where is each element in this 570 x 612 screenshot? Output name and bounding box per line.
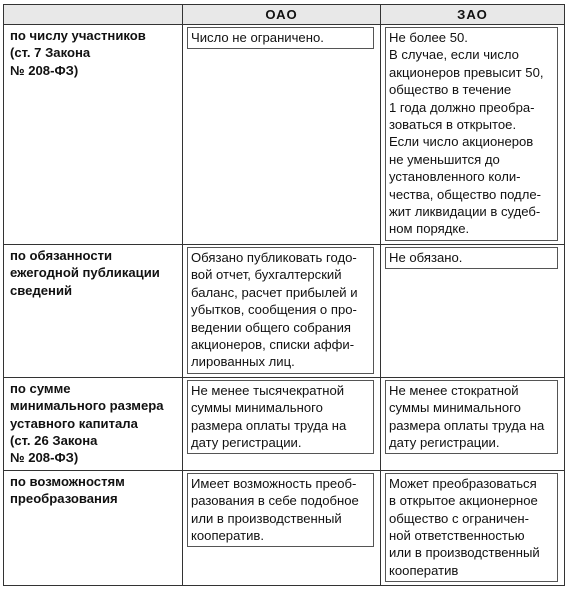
cell-text-line: вой отчет, бухгалтерский: [191, 267, 342, 283]
cell-text-line: или в производственный: [191, 510, 342, 526]
cell-text-line: размера оплаты труда на: [389, 417, 545, 433]
zao-cell: [381, 377, 565, 470]
cell-text-line: кооператив: [389, 562, 459, 578]
zao-cell: [381, 25, 565, 245]
cell-text-line: кооператив.: [191, 527, 264, 543]
table-row: [4, 470, 565, 585]
cell-text-line: суммы минимального: [191, 400, 323, 416]
cell-text-line: по сумме: [10, 380, 71, 396]
table-body: [4, 25, 565, 586]
cell-text-line: Не обязано.: [389, 249, 463, 265]
cell-text-line: в открытое акционерное: [389, 493, 538, 509]
criterion-cell: [4, 244, 183, 377]
cell-text-line: ведении общего собрания: [191, 319, 351, 335]
table-header-row: [4, 5, 565, 25]
cell-text-line: по обязанности: [10, 247, 113, 263]
cell-text-line: баланс, расчет прибылей и: [191, 284, 358, 300]
cell-text-line: суммы минимального: [389, 400, 521, 416]
cell-text-line: ежегодной публикации: [10, 265, 160, 281]
cell-text-line: жит ликвидации в судеб-: [389, 204, 541, 220]
cell-text-line: Имеет возможность преоб-: [191, 475, 357, 491]
cell-box: [187, 27, 374, 49]
cell-text-line: Если число акционеров: [389, 134, 534, 150]
cell-text-line: не уменьшится до: [389, 151, 500, 167]
cell-text-line: разования в себе подобное: [191, 493, 359, 509]
criterion-cell: [4, 470, 183, 585]
cell-text-line: установленного коли-: [389, 169, 521, 185]
cell-text-line: № 208-ФЗ): [10, 450, 79, 466]
zao-cell: [381, 244, 565, 377]
comparison-table: [3, 4, 565, 586]
cell-text-line: сведений: [10, 282, 73, 298]
cell-text-line: Не менее тысячекратной: [191, 382, 345, 398]
cell-text-line: дату регистрации.: [191, 434, 302, 450]
cell-text-line: № 208-ФЗ): [10, 62, 79, 78]
cell-text-line: ном порядке.: [389, 221, 470, 237]
header-oao: ОАО: [183, 5, 381, 25]
cell-text-line: ной ответственностью: [389, 527, 525, 543]
cell-text-line: общество с ограничен-: [389, 510, 530, 526]
criterion-cell: [4, 25, 183, 245]
cell-text-line: уставного капитала: [10, 415, 138, 431]
table-row: [4, 377, 565, 470]
cell-text-line: зоваться в открытое.: [389, 117, 517, 133]
cell-text-line: акционеров, списки аффи-: [191, 336, 355, 352]
cell-text-line: преобразования: [10, 491, 118, 507]
cell-text-line: дату регистрации.: [389, 434, 500, 450]
header-criterion: [4, 5, 183, 25]
cell-text-line: лированных лиц.: [191, 354, 295, 370]
cell-text-line: общество в течение: [389, 82, 512, 98]
cell-text-line: (ст. 7 Закона: [10, 45, 91, 61]
criterion-cell: [4, 377, 183, 470]
cell-text-line: или в производственный: [389, 545, 540, 561]
oao-cell: [183, 244, 381, 377]
cell-text-line: чества, общество подле-: [389, 186, 541, 202]
table-row: [4, 25, 565, 245]
cell-text-line: по числу участников: [10, 28, 146, 43]
cell-box: [385, 27, 558, 241]
cell-text-line: 1 года должно преобра-: [389, 99, 535, 115]
cell-text-line: по возможностям: [10, 473, 125, 489]
zao-cell: [381, 470, 565, 585]
cell-text-line: Обязано публиковать годо-: [191, 249, 357, 265]
cell-text-line: убытков, сообщения о про-: [191, 302, 357, 318]
cell-box: [385, 473, 558, 582]
comparison-document: [3, 4, 564, 586]
cell-box: [187, 473, 374, 548]
cell-box: [385, 380, 558, 455]
header-zao: ЗАО: [381, 5, 565, 25]
cell-text-line: Число не ограничено.: [191, 30, 324, 45]
cell-text-line: В случае, если число: [389, 47, 519, 63]
cell-text-line: Не более 50.: [389, 30, 468, 45]
cell-text-line: акционеров превысит 50,: [389, 64, 544, 80]
table-row: [4, 244, 565, 377]
cell-text-line: минимального размера: [10, 398, 164, 414]
cell-box: [385, 247, 558, 269]
cell-text-line: Не менее стократной: [389, 382, 519, 398]
cell-box: [187, 247, 374, 374]
oao-cell: [183, 377, 381, 470]
cell-text-line: (ст. 26 Закона: [10, 432, 98, 448]
cell-text-line: Может преобразоваться: [389, 475, 537, 491]
oao-cell: [183, 25, 381, 245]
cell-box: [187, 380, 374, 455]
cell-text-line: размера оплаты труда на: [191, 417, 347, 433]
oao-cell: [183, 470, 381, 585]
